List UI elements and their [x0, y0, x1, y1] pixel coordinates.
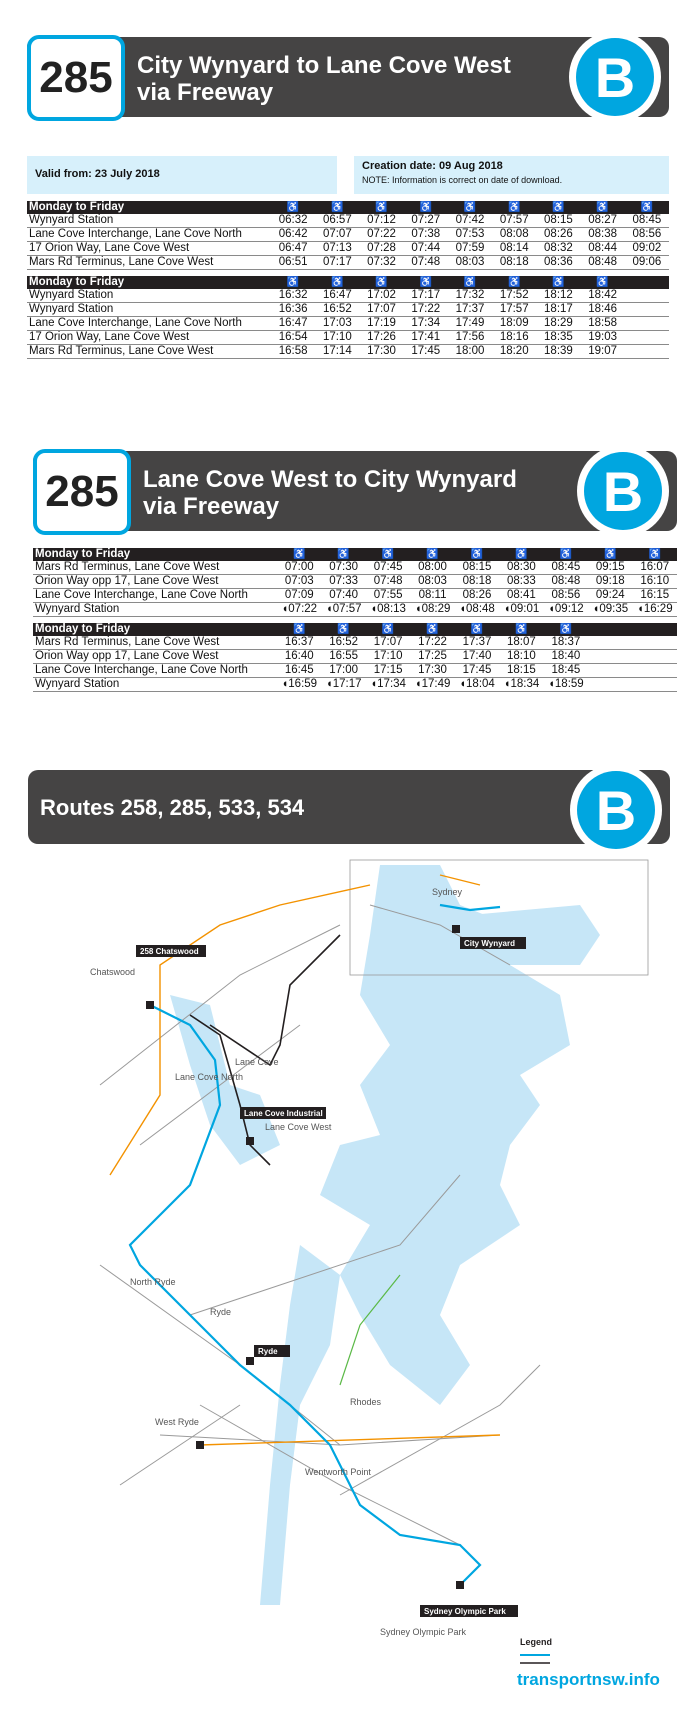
b-line-badge: [577, 445, 669, 537]
day-label: Monday to Friday: [33, 548, 277, 561]
badge-ryde: Ryde: [258, 1347, 278, 1356]
departure-time: 07:00: [277, 561, 321, 575]
departure-time: 16:45: [277, 663, 321, 677]
departure-time: 08:41: [499, 589, 543, 603]
departure-time: 18:29: [536, 316, 580, 330]
departure-time: 07:59: [448, 242, 492, 256]
departure-time: ◖09:12: [544, 603, 588, 617]
table-row: [27, 256, 669, 270]
b-line-badge: [569, 31, 661, 123]
departure-time: 16:47: [315, 289, 359, 303]
departure-time: 07:13: [315, 242, 359, 256]
route-title-line2: via Freeway: [143, 493, 280, 520]
stop-name: Lane Cove Interchange, Lane Cove North: [33, 663, 277, 677]
day-label: Monday to Friday: [27, 276, 271, 289]
departure-time: 07:40: [321, 589, 365, 603]
departure-time: 07:48: [366, 575, 410, 589]
stop-name: Mars Rd Terminus, Lane Cove West: [27, 256, 271, 270]
departure-time: 17:49: [448, 316, 492, 330]
wheelchair-icon: ♿: [544, 548, 588, 561]
wheelchair-icon: ♿: [404, 201, 448, 214]
departure-time: 17:22: [410, 636, 454, 650]
departure-time: 18:15: [499, 663, 543, 677]
departure-time: 17:37: [455, 636, 499, 650]
wheelchair-icon: [588, 623, 632, 636]
departure-time: 08:48: [544, 575, 588, 589]
departure-time: ◖17:17: [321, 677, 365, 691]
table-row: [27, 289, 669, 303]
departure-time: 08:11: [410, 589, 454, 603]
departure-time: 17:34: [404, 316, 448, 330]
departure-time: 17:15: [366, 663, 410, 677]
departure-time: 16:32: [271, 289, 315, 303]
departure-time: 07:03: [277, 575, 321, 589]
route-banner-outbound: [27, 37, 669, 117]
departure-time: 18:37: [544, 636, 588, 650]
departure-time: 18:58: [581, 316, 625, 330]
departure-time: 17:25: [410, 649, 454, 663]
departure-time: [588, 663, 632, 677]
departure-time: 08:00: [410, 561, 454, 575]
valid-from: Valid from: 23 July 2018: [27, 156, 337, 194]
departure-time: 07:22: [359, 228, 403, 242]
suburb-label: Sydney: [432, 887, 463, 897]
day-label: Monday to Friday: [33, 623, 277, 636]
departure-time: 17:30: [410, 663, 454, 677]
departure-time: 07:45: [366, 561, 410, 575]
wheelchair-icon: ♿: [492, 201, 536, 214]
departure-time: 17:56: [448, 330, 492, 344]
departure-time: ◖09:35: [588, 603, 632, 617]
wheelchair-icon: [625, 276, 669, 289]
stop-name: Wynyard Station: [33, 603, 277, 617]
departure-time: ◖16:59: [277, 677, 321, 691]
departure-time: 07:09: [277, 589, 321, 603]
departure-time: 06:57: [315, 214, 359, 228]
routes-map-banner: [28, 770, 670, 844]
wheelchair-icon: ♿: [536, 201, 580, 214]
wheelchair-icon: ♿: [410, 623, 454, 636]
wheelchair-icon: ♿: [321, 548, 365, 561]
departure-time: 07:55: [366, 589, 410, 603]
b-line-badge: [570, 764, 662, 856]
suburb-label: Wentworth Point: [305, 1467, 371, 1477]
legend-title: Legend: [520, 1637, 553, 1647]
creation-info: [354, 156, 669, 194]
departure-time: 18:12: [536, 289, 580, 303]
stop-name: 17 Orion Way, Lane Cove West: [27, 330, 271, 344]
route-title-line1: City Wynyard to Lane Cove West: [137, 52, 511, 79]
departure-time: 18:10: [499, 649, 543, 663]
departure-time: 18:00: [448, 344, 492, 358]
departure-time: 08:03: [448, 256, 492, 270]
wheelchair-icon: ♿: [588, 548, 632, 561]
departure-time: ◖08:13: [366, 603, 410, 617]
wheelchair-icon: ♿: [271, 201, 315, 214]
departure-time: 19:03: [581, 330, 625, 344]
wheelchair-icon: ♿: [633, 548, 678, 561]
departure-time: ◖18:59: [544, 677, 588, 691]
departure-time: 07:07: [315, 228, 359, 242]
wheelchair-icon: ♿: [410, 548, 454, 561]
wheelchair-icon: ♿: [544, 623, 588, 636]
departure-time: 19:07: [581, 344, 625, 358]
route-title: [143, 466, 517, 520]
departure-time: 18:07: [499, 636, 543, 650]
departure-time: ◖18:04: [455, 677, 499, 691]
departure-time: 08:26: [455, 589, 499, 603]
table-row: [33, 636, 677, 650]
wheelchair-icon: ♿: [321, 623, 365, 636]
departure-time: [625, 330, 669, 344]
departure-time: 07:27: [404, 214, 448, 228]
departure-time: 06:42: [271, 228, 315, 242]
departure-time: 08:56: [625, 228, 669, 242]
departure-time: 17:02: [359, 289, 403, 303]
table-row: [33, 677, 677, 691]
departure-time: [633, 636, 678, 650]
departure-time: 17:52: [492, 289, 536, 303]
timetable-inbound: [33, 548, 677, 692]
creation-date: Creation date: 09 Aug 2018: [362, 160, 503, 172]
wheelchair-icon: ♿: [625, 201, 669, 214]
wheelchair-icon: ♿: [499, 548, 543, 561]
wheelchair-icon: ♿: [359, 201, 403, 214]
departure-time: 18:39: [536, 344, 580, 358]
departure-time: 17:07: [366, 636, 410, 650]
departure-time: 16:36: [271, 302, 315, 316]
badge-chatswood: 258 Chatswood: [140, 947, 199, 956]
wheelchair-icon: ♿: [581, 201, 625, 214]
departure-time: 16:15: [633, 589, 678, 603]
table-row: [27, 316, 669, 330]
wheelchair-icon: ♿: [404, 276, 448, 289]
suburb-label: Rhodes: [350, 1397, 382, 1407]
wheelchair-icon: ♿: [455, 623, 499, 636]
departure-time: 18:46: [581, 302, 625, 316]
day-header: [27, 276, 669, 289]
suburb-label: Lane Cove: [235, 1057, 279, 1067]
badge-lane-cove-industrial: Lane Cove Industrial: [244, 1109, 323, 1118]
departure-time: 16:10: [633, 575, 678, 589]
departure-time: [633, 649, 678, 663]
departure-time: [625, 302, 669, 316]
wheelchair-icon: ♿: [277, 548, 321, 561]
departure-time: 07:12: [359, 214, 403, 228]
wheelchair-icon: [633, 623, 678, 636]
departure-time: 08:03: [410, 575, 454, 589]
stop-name: Mars Rd Terminus, Lane Cove West: [33, 636, 277, 650]
departure-time: ◖16:29: [633, 603, 678, 617]
table-row: [33, 575, 677, 589]
departure-time: ◖09:01: [499, 603, 543, 617]
departure-time: 16:58: [271, 344, 315, 358]
departure-time: 17:41: [404, 330, 448, 344]
wheelchair-icon: ♿: [492, 276, 536, 289]
departure-time: 06:47: [271, 242, 315, 256]
stop-name: Lane Cove Interchange, Lane Cove North: [33, 589, 277, 603]
suburb-label: Chatswood: [90, 967, 136, 977]
departure-time: 17:57: [492, 302, 536, 316]
stop-name: Orion Way opp 17, Lane Cove West: [33, 575, 277, 589]
departure-time: [625, 316, 669, 330]
stop-name: Mars Rd Terminus, Lane Cove West: [33, 561, 277, 575]
departure-time: 08:44: [581, 242, 625, 256]
departure-time: 08:15: [455, 561, 499, 575]
departure-time: [588, 649, 632, 663]
badge-sydney-olympic-park: Sydney Olympic Park: [424, 1607, 506, 1616]
departure-time: 16:47: [271, 316, 315, 330]
departure-time: 08:33: [499, 575, 543, 589]
stop-name: Wynyard Station: [27, 302, 271, 316]
departure-time: 07:32: [359, 256, 403, 270]
departure-time: 07:33: [321, 575, 365, 589]
departure-time: [588, 677, 632, 691]
table-row: [27, 228, 669, 242]
departure-time: 17:32: [448, 289, 492, 303]
wheelchair-icon: ♿: [536, 276, 580, 289]
departure-time: 16:54: [271, 330, 315, 344]
table-row: [27, 214, 669, 228]
departure-time: 08:32: [536, 242, 580, 256]
departure-time: 08:26: [536, 228, 580, 242]
departure-time: 18:17: [536, 302, 580, 316]
suburb-label: West Ryde: [155, 1417, 199, 1427]
departure-time: 17:14: [315, 344, 359, 358]
wheelchair-icon: ♿: [277, 623, 321, 636]
departure-time: 08:15: [536, 214, 580, 228]
departure-time: 09:02: [625, 242, 669, 256]
departure-time: 18:16: [492, 330, 536, 344]
b-line-letter: B: [584, 452, 662, 530]
departure-time: 07:38: [404, 228, 448, 242]
suburb-label: Lane Cove West: [265, 1122, 332, 1132]
departure-time: ◖08:48: [455, 603, 499, 617]
departure-time: ◖07:22: [277, 603, 321, 617]
departure-time: 08:38: [581, 228, 625, 242]
route-number: 285: [27, 35, 125, 121]
brand-link[interactable]: transportnsw.info: [517, 1670, 660, 1689]
departure-time: 07:48: [404, 256, 448, 270]
departure-time: 08:45: [625, 214, 669, 228]
departure-time: 06:32: [271, 214, 315, 228]
departure-time: 17:03: [315, 316, 359, 330]
departure-time: 07:53: [448, 228, 492, 242]
stop-name: Wynyard Station: [27, 214, 271, 228]
departure-time: 08:30: [499, 561, 543, 575]
departure-time: [625, 289, 669, 303]
departure-time: ◖18:34: [499, 677, 543, 691]
departure-time: 18:20: [492, 344, 536, 358]
day-label: Monday to Friday: [27, 201, 271, 214]
departure-time: 16:55: [321, 649, 365, 663]
table-row: [27, 344, 669, 358]
stop-name: Wynyard Station: [27, 289, 271, 303]
table-row: [33, 663, 677, 677]
departure-time: 17:45: [404, 344, 448, 358]
wheelchair-icon: ♿: [315, 276, 359, 289]
departure-time: 16:52: [315, 302, 359, 316]
departure-time: [588, 636, 632, 650]
departure-time: 09:18: [588, 575, 632, 589]
departure-time: 17:30: [359, 344, 403, 358]
departure-time: 16:52: [321, 636, 365, 650]
table-row: [33, 649, 677, 663]
departure-time: 08:18: [455, 575, 499, 589]
timetable-outbound: [27, 201, 669, 359]
departure-time: ◖07:57: [321, 603, 365, 617]
departure-time: 08:56: [544, 589, 588, 603]
table-row: [33, 561, 677, 575]
departure-time: 08:48: [581, 256, 625, 270]
stop-name: 17 Orion Way, Lane Cove West: [27, 242, 271, 256]
wheelchair-icon: ♿: [581, 276, 625, 289]
departure-time: 18:42: [581, 289, 625, 303]
departure-time: 07:57: [492, 214, 536, 228]
table-row: [33, 589, 677, 603]
departure-time: 18:40: [544, 649, 588, 663]
wheelchair-icon: ♿: [315, 201, 359, 214]
departure-time: 17:26: [359, 330, 403, 344]
departure-time: [633, 663, 678, 677]
departure-time: 18:35: [536, 330, 580, 344]
wheelchair-icon: ♿: [448, 201, 492, 214]
departure-time: [625, 344, 669, 358]
map-title: Routes 258, 285, 533, 534: [40, 795, 305, 820]
departure-time: ◖17:49: [410, 677, 454, 691]
suburb-label: North Ryde: [130, 1277, 176, 1287]
departure-time: ◖17:34: [366, 677, 410, 691]
wheelchair-icon: ♿: [271, 276, 315, 289]
day-header: [33, 623, 677, 636]
departure-time: 07:44: [404, 242, 448, 256]
departure-time: 08:45: [544, 561, 588, 575]
departure-time: 17:22: [404, 302, 448, 316]
departure-time: 17:40: [455, 649, 499, 663]
table-row: [27, 242, 669, 256]
wheelchair-icon: ♿: [366, 548, 410, 561]
day-header: [27, 201, 669, 214]
wheelchair-icon: ♿: [359, 276, 403, 289]
departure-time: 08:08: [492, 228, 536, 242]
departure-time: 07:28: [359, 242, 403, 256]
harbour-water: [170, 865, 600, 1605]
departure-time: 07:30: [321, 561, 365, 575]
route-title: [137, 52, 511, 106]
departure-time: 09:15: [588, 561, 632, 575]
table-row: [27, 302, 669, 316]
departure-time: 17:07: [359, 302, 403, 316]
b-line-letter: B: [576, 38, 654, 116]
departure-time: 08:14: [492, 242, 536, 256]
suburb-label: Sydney Olympic Park: [380, 1627, 467, 1637]
departure-time: 07:42: [448, 214, 492, 228]
departure-time: 16:37: [277, 636, 321, 650]
departure-time: 17:37: [448, 302, 492, 316]
departure-time: 16:07: [633, 561, 678, 575]
stop-name: Lane Cove Interchange, Lane Cove North: [27, 316, 271, 330]
stop-name: Wynyard Station: [33, 677, 277, 691]
departure-time: 17:00: [321, 663, 365, 677]
departure-time: ◖08:29: [410, 603, 454, 617]
b-line-letter: B: [577, 771, 655, 849]
wheelchair-icon: ♿: [455, 548, 499, 561]
departure-time: 08:27: [581, 214, 625, 228]
departure-time: 17:10: [315, 330, 359, 344]
departure-time: 09:06: [625, 256, 669, 270]
departure-time: 07:17: [315, 256, 359, 270]
route-number: 285: [33, 449, 131, 535]
departure-time: 17:45: [455, 663, 499, 677]
departure-time: 18:45: [544, 663, 588, 677]
departure-time: 08:18: [492, 256, 536, 270]
map-legend: [520, 1637, 552, 1663]
badge-city-wynyard: City Wynyard: [464, 939, 515, 948]
departure-time: 16:40: [277, 649, 321, 663]
wheelchair-icon: ♿: [366, 623, 410, 636]
stop-name: Lane Cove Interchange, Lane Cove North: [27, 228, 271, 242]
download-note: NOTE: Information is correct on date of download.: [362, 175, 563, 185]
departure-time: 17:19: [359, 316, 403, 330]
departure-time: 17:17: [404, 289, 448, 303]
suburb-label: Lane Cove North: [175, 1072, 244, 1082]
departure-time: 06:51: [271, 256, 315, 270]
departure-time: 17:10: [366, 649, 410, 663]
stop-name: Mars Rd Terminus, Lane Cove West: [27, 344, 271, 358]
departure-time: [633, 677, 678, 691]
route-banner-inbound: [33, 451, 677, 531]
stop-name: Orion Way opp 17, Lane Cove West: [33, 649, 277, 663]
day-header: [33, 548, 677, 561]
route-map: [40, 845, 660, 1675]
departure-time: 08:36: [536, 256, 580, 270]
wheelchair-icon: ♿: [448, 276, 492, 289]
route-title-line2: via Freeway: [137, 79, 274, 106]
table-row: [27, 330, 669, 344]
departure-time: 18:09: [492, 316, 536, 330]
wheelchair-icon: ♿: [499, 623, 543, 636]
route-title-line1: Lane Cove West to City Wynyard: [143, 466, 517, 493]
departure-time: 09:24: [588, 589, 632, 603]
suburb-label: Ryde: [210, 1307, 232, 1317]
table-row: [33, 603, 677, 617]
